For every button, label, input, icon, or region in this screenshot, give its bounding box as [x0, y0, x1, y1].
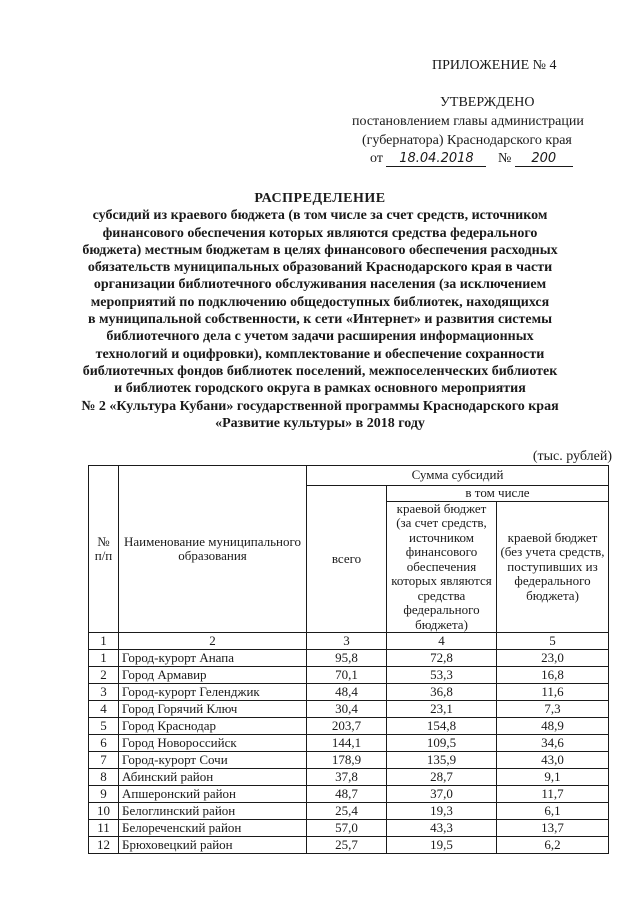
approved-by-line-2: (губернатора) Краснодарского края	[362, 133, 572, 148]
federal-amount: 43,3	[387, 820, 497, 837]
regional-amount: 11,7	[497, 786, 609, 803]
title-line: технологий и оцифровки), комплектование и обеспечение сохранности	[95, 346, 545, 362]
regional-amount: 43,0	[497, 752, 609, 769]
row-number: 1	[89, 650, 119, 667]
regional-amount: 13,7	[497, 820, 609, 837]
column-number: 5	[497, 633, 609, 650]
column-number: 3	[307, 633, 387, 650]
col-header-sum: Сумма субсидий	[307, 466, 609, 486]
federal-amount: 23,1	[387, 701, 497, 718]
row-number: 10	[89, 803, 119, 820]
municipality-name: Город Армавир	[119, 667, 307, 684]
table-row	[89, 752, 609, 769]
federal-amount: 37,0	[387, 786, 497, 803]
total-amount: 203,7	[307, 718, 387, 735]
title-line: № 2 «Культура Кубани» государственной программы Краснодарского края	[81, 398, 559, 414]
row-number: 9	[89, 786, 119, 803]
col-header-total: всего	[307, 486, 387, 633]
municipality-name: Город Краснодар	[119, 718, 307, 735]
total-amount: 70,1	[307, 667, 387, 684]
col-header-including: в том числе	[387, 486, 609, 502]
handwritten-date: 18.04.2018	[386, 151, 486, 167]
handwritten-number: 200	[515, 151, 573, 167]
regional-amount: 6,1	[497, 803, 609, 820]
row-number: 12	[89, 837, 119, 854]
municipality-name: Брюховецкий район	[119, 837, 307, 854]
row-number: 5	[89, 718, 119, 735]
regional-amount: 48,9	[497, 718, 609, 735]
title-line: организации библиотечного обслуживания населения (за исключением	[93, 277, 547, 293]
table-row	[89, 820, 609, 837]
column-number: 1	[89, 633, 119, 650]
regional-amount: 6,2	[497, 837, 609, 854]
table-row	[89, 769, 609, 786]
title-line: обязательств муниципальных образований Краснодарского края в части	[87, 260, 553, 276]
total-amount: 30,4	[307, 701, 387, 718]
from-label: от	[370, 151, 383, 166]
row-number: 7	[89, 752, 119, 769]
appendix-label: ПРИЛОЖЕНИЕ № 4	[432, 58, 557, 73]
table-row	[89, 735, 609, 752]
row-number: 8	[89, 769, 119, 786]
federal-amount: 109,5	[387, 735, 497, 752]
municipality-name: Город Горячий Ключ	[119, 701, 307, 718]
federal-amount: 28,7	[387, 769, 497, 786]
number-label: №	[497, 151, 512, 166]
table-row	[89, 718, 609, 735]
federal-amount: 154,8	[387, 718, 497, 735]
table-row	[89, 837, 609, 854]
title-line: библиотечных фондов библиотек поселений, межпоселенческих библиотек	[82, 363, 558, 379]
column-number-row	[89, 633, 609, 650]
date-number-line	[370, 151, 573, 167]
title-line: «Развитие культуры» в 2018 году	[215, 415, 425, 431]
column-number: 2	[119, 633, 307, 650]
units-label: (тыс. рублей)	[532, 449, 612, 464]
title-line: финансового обеспечения которых являются средства федерального	[102, 225, 538, 241]
total-amount: 144,1	[307, 735, 387, 752]
row-number: 3	[89, 684, 119, 701]
title-line: библиотечного дела с учетом задачи расширения информационных	[106, 329, 534, 345]
total-amount: 178,9	[307, 752, 387, 769]
title-line: в муниципальной собственности, к сети «Интернет» и развития системы	[87, 312, 553, 328]
table-row	[89, 667, 609, 684]
table-row	[89, 786, 609, 803]
regional-amount: 7,3	[497, 701, 609, 718]
municipality-name: Белоглинский район	[119, 803, 307, 820]
municipality-name: Абинский район	[119, 769, 307, 786]
regional-amount: 34,6	[497, 735, 609, 752]
title-line: субсидий из краевого бюджета (в том числе за счет средств, источником	[92, 208, 548, 224]
federal-amount: 72,8	[387, 650, 497, 667]
municipality-name: Город Новороссийск	[119, 735, 307, 752]
regional-amount: 9,1	[497, 769, 609, 786]
municipality-name: Белореченский район	[119, 820, 307, 837]
municipality-name: Город-курорт Анапа	[119, 650, 307, 667]
municipality-name: Апшеронский район	[119, 786, 307, 803]
title-heading: РАСПРЕДЕЛЕНИЕ	[254, 191, 386, 206]
row-number: 11	[89, 820, 119, 837]
federal-amount: 36,8	[387, 684, 497, 701]
total-amount: 25,4	[307, 803, 387, 820]
column-number: 4	[387, 633, 497, 650]
row-number: 2	[89, 667, 119, 684]
title-line: и библиотек городского округа в рамках основного мероприятия	[114, 381, 526, 397]
subsidy-table	[88, 465, 609, 854]
approved-label: УТВЕРЖДЕНО	[440, 95, 535, 110]
total-amount: 57,0	[307, 820, 387, 837]
title-line: бюджета) местным бюджетам в целях финансового обеспечения расходных	[82, 242, 558, 258]
federal-amount: 19,3	[387, 803, 497, 820]
col-header-name: Наименование муниципального образования	[119, 466, 307, 633]
regional-amount: 23,0	[497, 650, 609, 667]
table-row	[89, 701, 609, 718]
col-header-regional-funds: краевой бюджет (без учета средств, поступивших из федерального бюджета)	[497, 501, 609, 633]
row-number: 6	[89, 735, 119, 752]
municipality-name: Город-курорт Сочи	[119, 752, 307, 769]
municipality-name: Город-курорт Геленджик	[119, 684, 307, 701]
row-number: 4	[89, 701, 119, 718]
table-row	[89, 803, 609, 820]
document-title	[70, 190, 570, 432]
total-amount: 48,4	[307, 684, 387, 701]
regional-amount: 11,6	[497, 684, 609, 701]
federal-amount: 19,5	[387, 837, 497, 854]
total-amount: 37,8	[307, 769, 387, 786]
table-row	[89, 684, 609, 701]
title-line: мероприятий по подключению общедоступных библиотек, находящихся	[90, 294, 550, 310]
regional-amount: 16,8	[497, 667, 609, 684]
table-row	[89, 650, 609, 667]
federal-amount: 135,9	[387, 752, 497, 769]
total-amount: 25,7	[307, 837, 387, 854]
federal-amount: 53,3	[387, 667, 497, 684]
col-header-number: № п/п	[89, 466, 119, 633]
approved-by-line-1: постановлением главы администрации	[352, 114, 584, 129]
total-amount: 48,7	[307, 786, 387, 803]
col-header-federal-funds: краевой бюджет (за счет средств, источником финансового обеспечения которых являются средства федерального бюджета)	[387, 501, 497, 633]
total-amount: 95,8	[307, 650, 387, 667]
